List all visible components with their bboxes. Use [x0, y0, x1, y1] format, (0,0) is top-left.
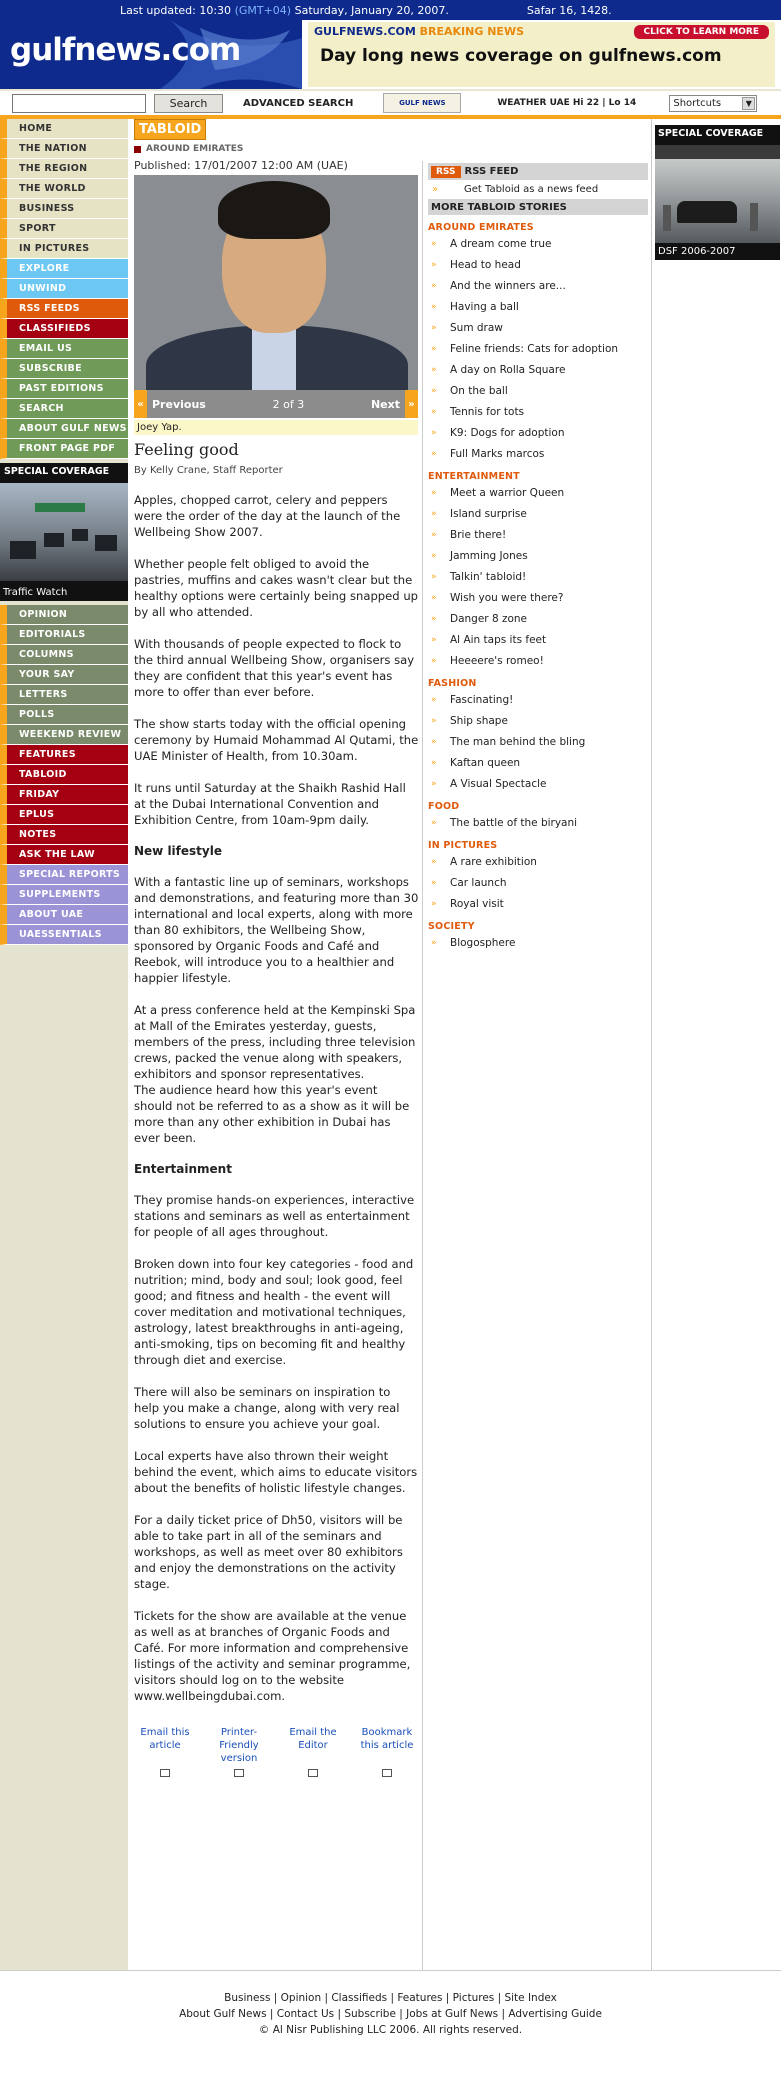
story-title[interactable]: Feline friends: Cats for adoption: [450, 342, 619, 355]
envelope-icon[interactable]: [160, 1769, 170, 1777]
story-link[interactable]: [428, 629, 648, 650]
nav-item-front-page-pdf[interactable]: FRONT PAGE PDF: [0, 439, 128, 459]
double-chevron-icon: »: [431, 427, 437, 438]
banner-brand: GULFNEWS.COM BREAKING NEWS: [314, 25, 524, 38]
story-title[interactable]: Island surprise: [450, 507, 527, 520]
double-chevron-icon: »: [431, 385, 437, 396]
photo-counter: 2 of 3: [272, 397, 305, 411]
editor-icon[interactable]: [308, 1769, 318, 1777]
search-input[interactable]: [12, 94, 146, 113]
story-title[interactable]: Car launch: [450, 876, 507, 889]
more-stories-column: [428, 163, 648, 953]
article-paragraph: Apples, chopped carrot, celery and peppers were the order of the day at the launch of the Wellbeing Show 2007.: [134, 493, 401, 539]
story-title[interactable]: Head to head: [450, 258, 521, 271]
square-bullet-icon: [134, 146, 141, 153]
double-chevron-icon: »: [431, 364, 437, 375]
article-paragraph: For a daily ticket price of Dh50, visitors will be able to take part in all of the seminars and workshops, as well as meet over 80 exhibitors and enjoy the demonstrations on the activity stage.: [134, 1513, 403, 1591]
story-category[interactable]: FASHION: [428, 678, 477, 689]
nav-item-special-reports[interactable]: SPECIAL REPORTS: [0, 865, 128, 885]
story-link[interactable]: [428, 689, 648, 710]
story-link[interactable]: [428, 275, 648, 296]
article-paragraph: They promise hands-on experiences, interactive stations and seminars as well as entertainment for people of all ages throughout.: [134, 1193, 415, 1239]
nav-item-search[interactable]: SEARCH: [0, 399, 128, 419]
special-coverage-caption: DSF 2006-2007: [658, 246, 736, 257]
special-coverage-panel[interactable]: [655, 125, 780, 260]
double-chevron-icon: »: [431, 877, 437, 888]
double-chevron-icon: »: [431, 322, 437, 333]
story-category[interactable]: FOOD: [428, 801, 460, 812]
story-title[interactable]: Tennis for tots: [450, 405, 525, 418]
nav-item-classifieds[interactable]: CLASSIFIEDS: [0, 319, 128, 339]
double-chevron-icon: »: [431, 715, 437, 726]
story-link[interactable]: [428, 338, 648, 359]
story-link[interactable]: [428, 608, 648, 629]
column-divider-right: [651, 119, 652, 1970]
double-chevron-icon: »: [431, 592, 437, 603]
share-link-bookmark[interactable]: [356, 1726, 418, 1777]
special-coverage-nav[interactable]: [0, 463, 128, 601]
nav-item-business[interactable]: BUSINESS: [0, 199, 128, 219]
shortcuts-select[interactable]: Shortcuts ▼: [669, 95, 757, 112]
double-chevron-icon: »: [431, 898, 437, 909]
story-title[interactable]: A rare exhibition: [450, 855, 537, 868]
story-link[interactable]: [428, 893, 648, 914]
article-title: Feeling good: [134, 440, 239, 459]
story-title[interactable]: Royal visit: [450, 897, 504, 910]
photo-caption: Joey Yap.: [134, 420, 418, 435]
nav-item-explore[interactable]: EXPLORE: [0, 259, 128, 279]
double-chevron-icon: »: [431, 448, 437, 459]
article-paragraph: At a press conference held at the Kempinski Spa at Mall of the Emirates yesterday, guests, members of the press, including three television crews, packed the venue along with speakers, exhibitors and sponsor representatives.: [134, 1003, 416, 1081]
logo-text: gulfnews.com: [10, 32, 241, 68]
nav-item-past-editions[interactable]: PAST EDITIONS: [0, 379, 128, 399]
story-title[interactable]: Sum draw: [450, 321, 503, 334]
story-link[interactable]: [428, 359, 648, 380]
double-chevron-icon: »: [431, 280, 437, 291]
article-paragraph: There will also be seminars on inspiration to help you make a change, along with very real solutions to ensure you achieve your goal.: [134, 1385, 400, 1431]
article-paragraph: Broken down into four key categories - food and nutrition; mind, body and soul; look good, feel good; and fitness and health - the event will cover meditation and motivational techniques, astrology, latest breakthroughs in anti-ageing, anti-smoking, tips on becoming fit and healthy through diet and exercise.: [134, 1257, 414, 1367]
dsf-photo: [655, 145, 780, 243]
double-chevron-icon: »: [431, 634, 437, 645]
story-link[interactable]: [428, 650, 648, 671]
article-paragraph: Tickets for the show are available at the venue as well as at branches of Organic Foods and Café. For more information and comprehensive listings of the activity and seminar programme, visitors should log on to the website www.wellbeingdubai.com.: [134, 1609, 411, 1703]
story-title[interactable]: Jamming Jones: [450, 549, 528, 562]
story-title[interactable]: Brie there!: [450, 528, 507, 541]
double-chevron-icon: »: [431, 778, 437, 789]
story-title[interactable]: A day on Rolla Square: [450, 363, 566, 376]
story-title[interactable]: Wish you were there?: [450, 591, 564, 604]
article-paragraph: Whether people felt obliged to avoid the pastries, muffins and cakes wasn't clear but the healthy options were certainly being snapped up by all who attended.: [134, 557, 419, 619]
breaking-news-banner[interactable]: [308, 22, 775, 87]
nav-item-columns[interactable]: COLUMNS: [0, 645, 128, 665]
story-category[interactable]: SOCIETY: [428, 921, 475, 932]
nav-item-letters[interactable]: LETTERS: [0, 685, 128, 705]
footer: [0, 1990, 781, 2038]
nav-item-the-nation[interactable]: THE NATION: [0, 139, 128, 159]
story-link[interactable]: [428, 503, 648, 524]
nav-item-tabloid[interactable]: TABLOID: [0, 765, 128, 785]
double-chevron-icon: »: [431, 550, 437, 561]
article-photo: [134, 175, 418, 390]
nav-item-editorials[interactable]: EDITORIALS: [0, 625, 128, 645]
story-title[interactable]: And the winners are...: [450, 279, 566, 292]
nav-item-features[interactable]: FEATURES: [0, 745, 128, 765]
header: [0, 20, 781, 91]
article-paragraph: It runs until Saturday at the Shaikh Rashid Hall at the Dubai International Convention and Exhibition Centre, from 10am-9pm daily.: [134, 781, 406, 827]
double-chevron-icon: »: [431, 508, 437, 519]
story-link[interactable]: [428, 932, 648, 953]
double-chevron-icon: »: [431, 613, 437, 624]
story-title[interactable]: Danger 8 zone: [450, 612, 528, 625]
article-paragraph: Local experts have also thrown their weight behind the event, which aims to educate visitors about the benefits of holistic lifestyle changes.: [134, 1449, 418, 1495]
story-link[interactable]: [428, 587, 648, 608]
share-link-editor[interactable]: [282, 1726, 344, 1777]
story-link[interactable]: [428, 380, 648, 401]
nav-item-subscribe[interactable]: SUBSCRIBE: [0, 359, 128, 379]
double-chevron-icon: »: [431, 259, 437, 270]
bottom-divider: [0, 1970, 781, 1971]
share-link-label[interactable]: Email this article: [140, 1727, 190, 1751]
story-title[interactable]: K9: Dogs for adoption: [450, 426, 565, 439]
article-paragraph: The show starts today with the official opening ceremony by Humaid Mohammad Al Qutami, the UAE Minister of Health, from 10.30am.: [134, 717, 419, 763]
double-chevron-icon: »: [431, 736, 437, 747]
subsection-label: AROUND EMIRATES: [134, 144, 419, 154]
story-title[interactable]: Having a ball: [450, 300, 519, 313]
story-link[interactable]: [428, 254, 648, 275]
subheading-entertainment: Entertainment: [134, 1162, 232, 1176]
story-title[interactable]: Al Ain taps its feet: [450, 633, 547, 646]
footer-links-primary[interactable]: Business | Opinion | Classifieds | Features | Pictures | Site Index: [224, 1992, 557, 2004]
story-link[interactable]: [428, 401, 648, 422]
double-chevron-icon: »: [431, 301, 437, 312]
article-tools: [134, 1726, 418, 1777]
advanced-search-link[interactable]: ADVANCED SEARCH: [243, 97, 354, 109]
story-category[interactable]: AROUND EMIRATES: [428, 222, 534, 233]
chevron-down-icon[interactable]: ▼: [742, 97, 755, 110]
special-coverage-caption: Traffic Watch: [3, 587, 68, 598]
double-chevron-icon: »: [431, 817, 437, 828]
copyright: © Al Nisr Publishing LLC 2006. All rights reserved.: [258, 2024, 523, 2036]
left-navigation: [0, 119, 128, 1970]
story-link[interactable]: [428, 872, 648, 893]
next-arrow-icon[interactable]: »: [405, 390, 418, 418]
double-chevron-icon: »: [431, 529, 437, 540]
top-info-bar: [0, 0, 781, 20]
story-title[interactable]: Kaftan queen: [450, 756, 521, 769]
double-chevron-icon: »: [431, 856, 437, 867]
double-chevron-icon: »: [431, 937, 437, 948]
story-title[interactable]: Talkin' tabloid!: [450, 570, 527, 583]
site-logo[interactable]: [0, 20, 302, 89]
story-title[interactable]: Meet a warrior Queen: [450, 486, 565, 499]
nav-item-opinion[interactable]: OPINION: [0, 605, 128, 625]
story-title[interactable]: Heeeere's romeo!: [450, 654, 544, 667]
last-updated: Last updated: 10:30: [120, 3, 232, 17]
photo-slider: [134, 390, 418, 418]
learn-more-button[interactable]: CLICK TO LEARN MORE: [634, 25, 769, 39]
nav-item-friday[interactable]: FRIDAY: [0, 785, 128, 805]
story-title[interactable]: The battle of the biryani: [450, 816, 578, 829]
story-title[interactable]: A dream come true: [450, 237, 552, 250]
nav-item-unwind[interactable]: UNWIND: [0, 279, 128, 299]
story-category[interactable]: ENTERTAINMENT: [428, 471, 520, 482]
rss-icon[interactable]: RSS: [431, 166, 461, 178]
article-column: [134, 119, 419, 1777]
story-link[interactable]: [428, 296, 648, 317]
nav-item-eplus[interactable]: EPLUS: [0, 805, 128, 825]
story-link[interactable]: [428, 545, 648, 566]
share-link-printer[interactable]: [208, 1726, 270, 1777]
nav-item-ask-the-law[interactable]: ASK THE LAW: [0, 845, 128, 865]
column-divider: [422, 161, 423, 1970]
double-chevron-icon: »: [431, 487, 437, 498]
double-chevron-icon: »: [431, 757, 437, 768]
share-link-label[interactable]: Printer-Friendly version: [219, 1727, 259, 1764]
nav-item-sport[interactable]: SPORT: [0, 219, 128, 239]
story-title[interactable]: Ship shape: [450, 714, 508, 727]
nav-item-polls[interactable]: POLLS: [0, 705, 128, 725]
special-coverage-title: SPECIAL COVERAGE: [4, 466, 110, 477]
story-link[interactable]: [428, 524, 648, 545]
story-category[interactable]: IN PICTURES: [428, 840, 498, 851]
nav-item-the-world[interactable]: THE WORLD: [0, 179, 128, 199]
story-link[interactable]: [428, 566, 648, 587]
section-badge[interactable]: TABLOID: [134, 119, 206, 140]
nav-item-supplements[interactable]: SUPPLEMENTS: [0, 885, 128, 905]
nav-item-rss-feeds[interactable]: RSS FEEDS: [0, 299, 128, 319]
nav-item-uaessentials[interactable]: UAESSENTIALS: [0, 925, 128, 945]
story-link[interactable]: [428, 482, 648, 503]
gulf-news-paper-logo[interactable]: GULF NEWS: [383, 93, 461, 113]
search-button[interactable]: Search: [154, 94, 223, 113]
subheading-new-lifestyle: New lifestyle: [134, 844, 222, 858]
bookmark-icon[interactable]: [382, 1769, 392, 1777]
nav-item-about-gulf-news[interactable]: ABOUT GULF NEWS: [0, 419, 128, 439]
share-link-envelope[interactable]: [134, 1726, 196, 1777]
double-chevron-icon: »: [432, 184, 439, 195]
story-link[interactable]: [428, 812, 648, 833]
weather-info: WEATHER UAE Hi 22 | Lo 14: [497, 98, 637, 108]
next-photo-link[interactable]: Next: [370, 397, 400, 411]
double-chevron-icon: »: [431, 655, 437, 666]
story-title[interactable]: The man behind the bling: [450, 735, 586, 748]
hijri-date: Safar 16, 1428.: [526, 3, 612, 17]
story-link[interactable]: [428, 233, 648, 254]
double-chevron-icon: »: [431, 571, 437, 582]
article-paragraph: The audience heard how this year's event should not be referred to as a show as it will be more than any other exhibition in Dubai has ever been.: [134, 1083, 410, 1145]
banner-slogan: Day long news coverage on gulfnews.com: [320, 46, 722, 66]
previous-arrow-icon[interactable]: «: [134, 390, 147, 418]
published-date: Published: 17/01/2007 12:00 AM (UAE): [134, 159, 348, 172]
story-link[interactable]: [428, 710, 648, 731]
double-chevron-icon: »: [431, 406, 437, 417]
story-title[interactable]: Blogosphere: [450, 936, 516, 949]
previous-photo-link[interactable]: Previous: [152, 397, 206, 411]
rss-feed-link[interactable]: » Get Tabloid as a news feed: [428, 180, 648, 195]
nav-item-notes[interactable]: NOTES: [0, 825, 128, 845]
nav-item-your-say[interactable]: YOUR SAY: [0, 665, 128, 685]
search-toolbar: [0, 91, 781, 119]
share-link-label[interactable]: Bookmark this article: [360, 1727, 414, 1751]
story-link[interactable]: [428, 851, 648, 872]
rss-feed-header: [428, 163, 648, 180]
byline: By Kelly Crane, Staff Reporter: [134, 465, 283, 476]
article-paragraph: With a fantastic line up of seminars, workshops and demonstrations, and featuring more than 30 international and local experts, along with more than 80 exhibitors, the Wellbeing Show, sponsored by Organic Foods and Café and Reebok, will introduce you to a healthier and happier lifestyle.: [134, 875, 419, 985]
share-link-label[interactable]: Email the Editor: [289, 1727, 337, 1751]
story-link[interactable]: [428, 422, 648, 443]
nav-item-weekend-review[interactable]: WEEKEND REVIEW: [0, 725, 128, 745]
traffic-photo: [0, 483, 128, 581]
double-chevron-icon: »: [431, 238, 437, 249]
nav-item-the-region[interactable]: THE REGION: [0, 159, 128, 179]
double-chevron-icon: »: [431, 343, 437, 354]
date: Saturday, January 20, 2007.: [294, 3, 449, 17]
footer-links-secondary[interactable]: About Gulf News | Contact Us | Subscribe | Jobs at Gulf News | Advertising Guide: [179, 2008, 602, 2020]
story-title[interactable]: Fascinating!: [450, 693, 514, 706]
timezone: (GMT+04): [234, 3, 292, 17]
rss-feed-label: RSS FEED: [464, 166, 519, 177]
story-link[interactable]: [428, 752, 648, 773]
special-coverage-title: SPECIAL COVERAGE: [658, 128, 764, 139]
story-link[interactable]: [428, 773, 648, 794]
story-link[interactable]: [428, 317, 648, 338]
double-chevron-icon: »: [431, 694, 437, 705]
nav-item-about-uae[interactable]: ABOUT UAE: [0, 905, 128, 925]
story-title[interactable]: On the ball: [450, 384, 508, 397]
printer-icon[interactable]: [234, 1769, 244, 1777]
story-title[interactable]: Full Marks marcos: [450, 447, 545, 460]
nav-item-home[interactable]: HOME: [0, 119, 128, 139]
story-link[interactable]: [428, 443, 648, 464]
article-paragraph: With thousands of people expected to flock to the third annual Wellbeing Show, organisers say they are confident that this year's event has more to offer than ever before.: [134, 637, 415, 699]
nav-item-email-us[interactable]: EMAIL US: [0, 339, 128, 359]
more-stories-header: MORE TABLOID STORIES: [428, 199, 648, 215]
nav-item-in-pictures[interactable]: IN PICTURES: [0, 239, 128, 259]
story-link[interactable]: [428, 731, 648, 752]
story-title[interactable]: A Visual Spectacle: [450, 777, 547, 790]
